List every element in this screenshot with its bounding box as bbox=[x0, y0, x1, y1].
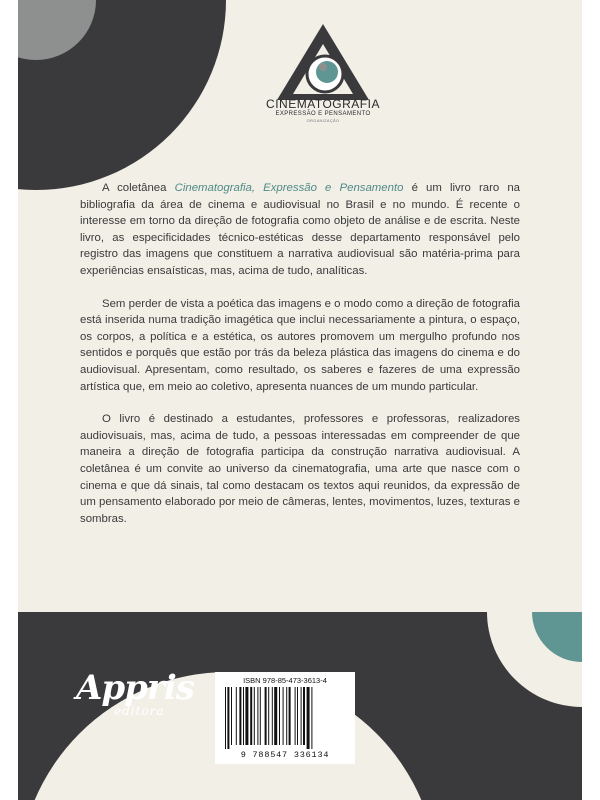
logo-wordmark bbox=[248, 98, 398, 124]
paragraph-1: A coletânea Cinematografia, Expressão e Pensamento é um livro raro na bibliografia da área de cinema e audiovisual no Brasil e no mundo. É recente o interesse em torno da direção de fotografia como objeto de análise e de escrita. Neste livro, as especificidades técnico-estéticas desse departamento responsável pelo registro das imagens que constituem a narrativa audiovisual são matéria-prima para experiências ensaísticas, mas, acima de tudo, analíticas. bbox=[80, 182, 521, 277]
book-title-italic: Cinematografia, Expressão e Pensamento bbox=[174, 182, 404, 194]
barcode-bar bbox=[303, 687, 305, 745]
logo-subtitle: EXPRESSÃO E PENSAMENTO bbox=[275, 111, 371, 117]
barcode-bar bbox=[236, 687, 237, 745]
barcode-bar bbox=[257, 687, 258, 745]
paragraph-3: O livro é destinado a estudantes, professores e professoras, realizadores audiovisuais, mas, acima de tudo, a pessoas interessadas em compreender de que maneira a direção de fotografia participa da construção narrativa audiovisual. A coletânea é um convite ao universo da cinematografia, uma arte que nasce com o cinema e que dá sinais, tal como destacam os textos aqui reunidos, da expressão de um pensamento elaborado por meio de câmeras, lentes, movimentos, luzes, texturas e sombras. bbox=[80, 413, 520, 525]
synopsis-text bbox=[80, 180, 520, 543]
barcode-bar bbox=[225, 687, 226, 749]
barcode-digits: 9 788547 336134 bbox=[240, 750, 330, 760]
barcode-bars bbox=[223, 687, 347, 749]
barcode-bar bbox=[307, 687, 310, 749]
barcode-bar bbox=[260, 687, 261, 745]
barcode-bar bbox=[311, 687, 312, 749]
barcode-bar bbox=[279, 687, 280, 745]
barcode bbox=[215, 672, 355, 764]
barcode-bar bbox=[297, 687, 298, 745]
barcode-bar bbox=[286, 687, 287, 745]
logo-tiny-text: ORGANIZAÇÃO bbox=[306, 118, 340, 123]
barcode-bar bbox=[274, 687, 277, 745]
barcode-bar bbox=[283, 687, 284, 745]
publisher-name: Appris bbox=[76, 668, 194, 708]
barcode-bar bbox=[295, 687, 296, 745]
back-cover bbox=[18, 0, 582, 800]
barcode-bar bbox=[227, 687, 229, 749]
barcode-bar bbox=[265, 687, 267, 745]
barcode-bar bbox=[272, 687, 273, 745]
barcode-bar bbox=[250, 687, 252, 745]
publisher-logo bbox=[76, 668, 206, 738]
barcode-bar bbox=[239, 687, 241, 745]
barcode-bar bbox=[301, 687, 302, 745]
logo-title: CINEMATOGRAFIA bbox=[266, 97, 380, 111]
barcode-bar bbox=[245, 687, 248, 745]
paragraph-2: Sem perder de vista a poética das imagens e o modo como a direção de fotografia está inserida numa tradição imagética que inclui necessariamente a pintura, o espaço, os corpos, a política e a estética, os autores promovem um mergulho profundo nos sentidos e porquês que estão por trás da beleza plástica das imagens do cinema e do audiovisual. Apresentam, como resultado, os saberes e fazeres de uma expressão artística que, em meio ao coletivo, apresenta nuances de um mundo particular. bbox=[80, 297, 520, 393]
barcode-bar bbox=[268, 687, 269, 745]
barcode-bar bbox=[254, 687, 255, 745]
publisher-sub: editora bbox=[114, 704, 165, 718]
barcode-bar bbox=[231, 687, 232, 745]
isbn-label: ISBN 978-85-473-3613-4 bbox=[243, 676, 327, 685]
barcode-bar bbox=[289, 687, 291, 745]
barcode-bar bbox=[243, 687, 244, 745]
